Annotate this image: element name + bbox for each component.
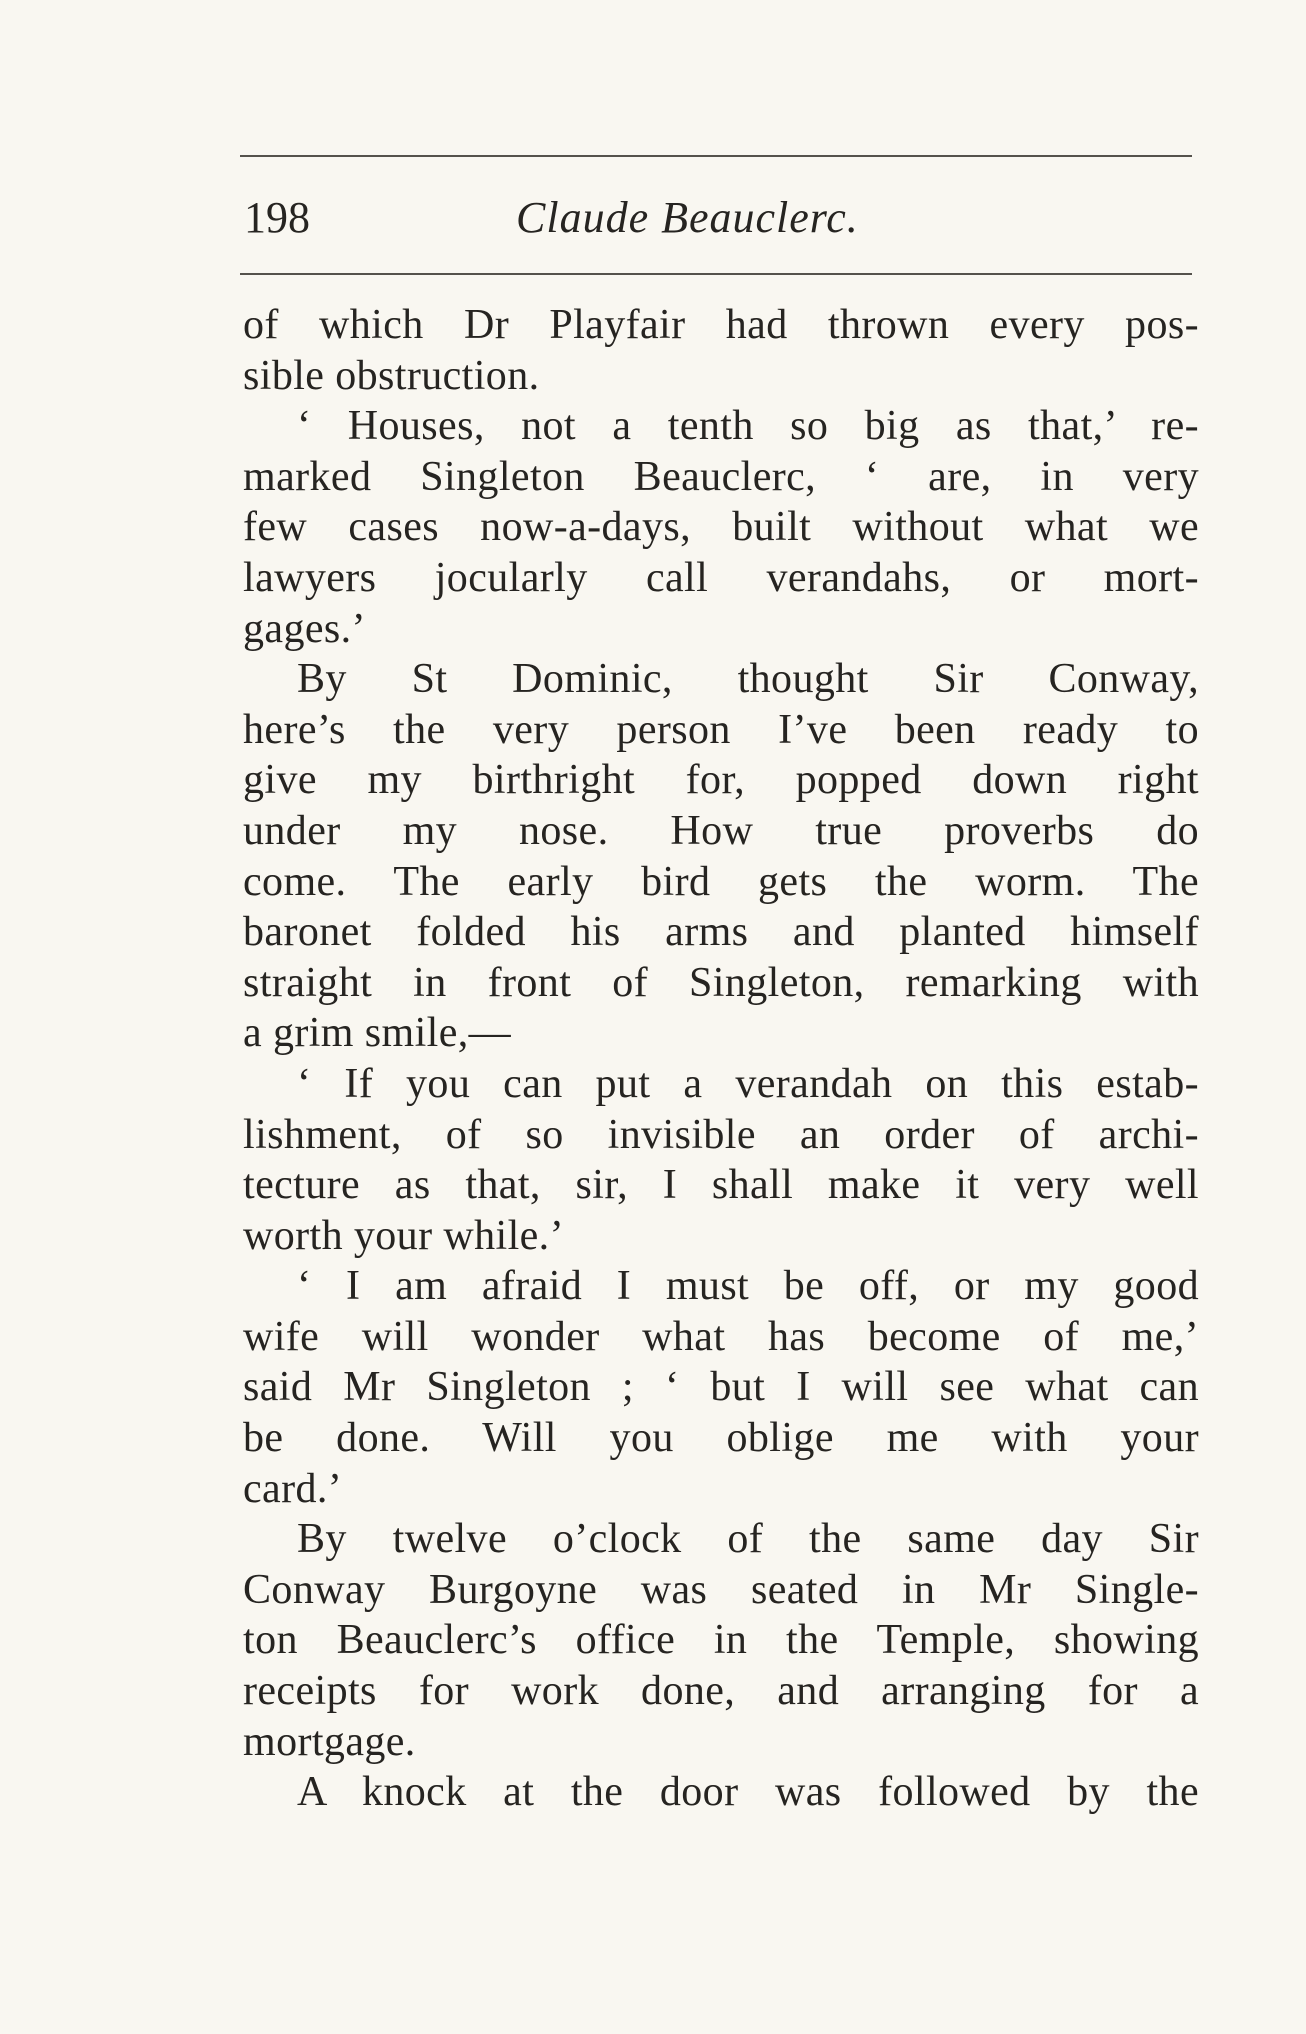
text-line: lawyers jocularly call verandahs, or mort- [243,554,1199,601]
text-line: marked Singleton Beauclerc, ‘ are, in very [243,453,1199,500]
text-line: mortgage. [243,1718,416,1765]
text-line: sible obstruction. [243,352,540,399]
header-rule-bottom [240,273,1192,275]
page-number: 198 [244,193,310,242]
text-line: A knock at the door was followed by the [297,1769,1199,1816]
text-line: few cases now-a-days, built without what we [243,504,1199,551]
text-line: ton Beauclerc’s office in the Temple, showing [243,1617,1199,1664]
text-line: lishment, of so invisible an order of archi- [243,1111,1199,1158]
text-line: gages.’ [243,605,366,652]
text-line: under my nose. How true proverbs do [243,807,1199,854]
running-title: Claude Beauclerc. [516,193,859,242]
text-line: ‘ I am afraid I must be off, or my good [297,1263,1199,1310]
text-line: a grim smile,— [243,1010,512,1057]
body-text [243,300,1199,1818]
text-line: straight in front of Singleton, remarking with [243,959,1199,1006]
text-line: card.’ [243,1465,343,1512]
text-line: ‘ Houses, not a tenth so big as that,’ re- [297,403,1199,450]
text-line: By twelve o’clock of the same day Sir [297,1516,1199,1563]
text-line: worth your while.’ [243,1212,564,1259]
text-line: Conway Burgoyne was seated in Mr Single- [243,1566,1199,1613]
header-rule-top [240,155,1192,157]
text-line: receipts for work done, and arranging for a [243,1668,1199,1715]
text-line: here’s the very person I’ve been ready to [243,706,1199,753]
text-line: tecture as that, sir, I shall make it very well [243,1162,1199,1209]
running-head [240,188,1192,248]
text-line: of which Dr Playfair had thrown every pos- [243,302,1199,348]
text-line: be done. Will you oblige me with your [243,1415,1199,1462]
text-line: come. The early bird gets the worm. The [243,858,1199,905]
text-line: wife will wonder what has become of me,’ [243,1313,1199,1360]
text-line: By St Dominic, thought Sir Conway, [297,656,1199,703]
text-line: ‘ If you can put a verandah on this estab- [297,1060,1199,1107]
text-line: said Mr Singleton ; ‘ but I will see what can [243,1364,1199,1411]
text-line: baronet folded his arms and planted himself [243,909,1199,956]
text-line: give my birthright for, popped down right [243,757,1199,804]
